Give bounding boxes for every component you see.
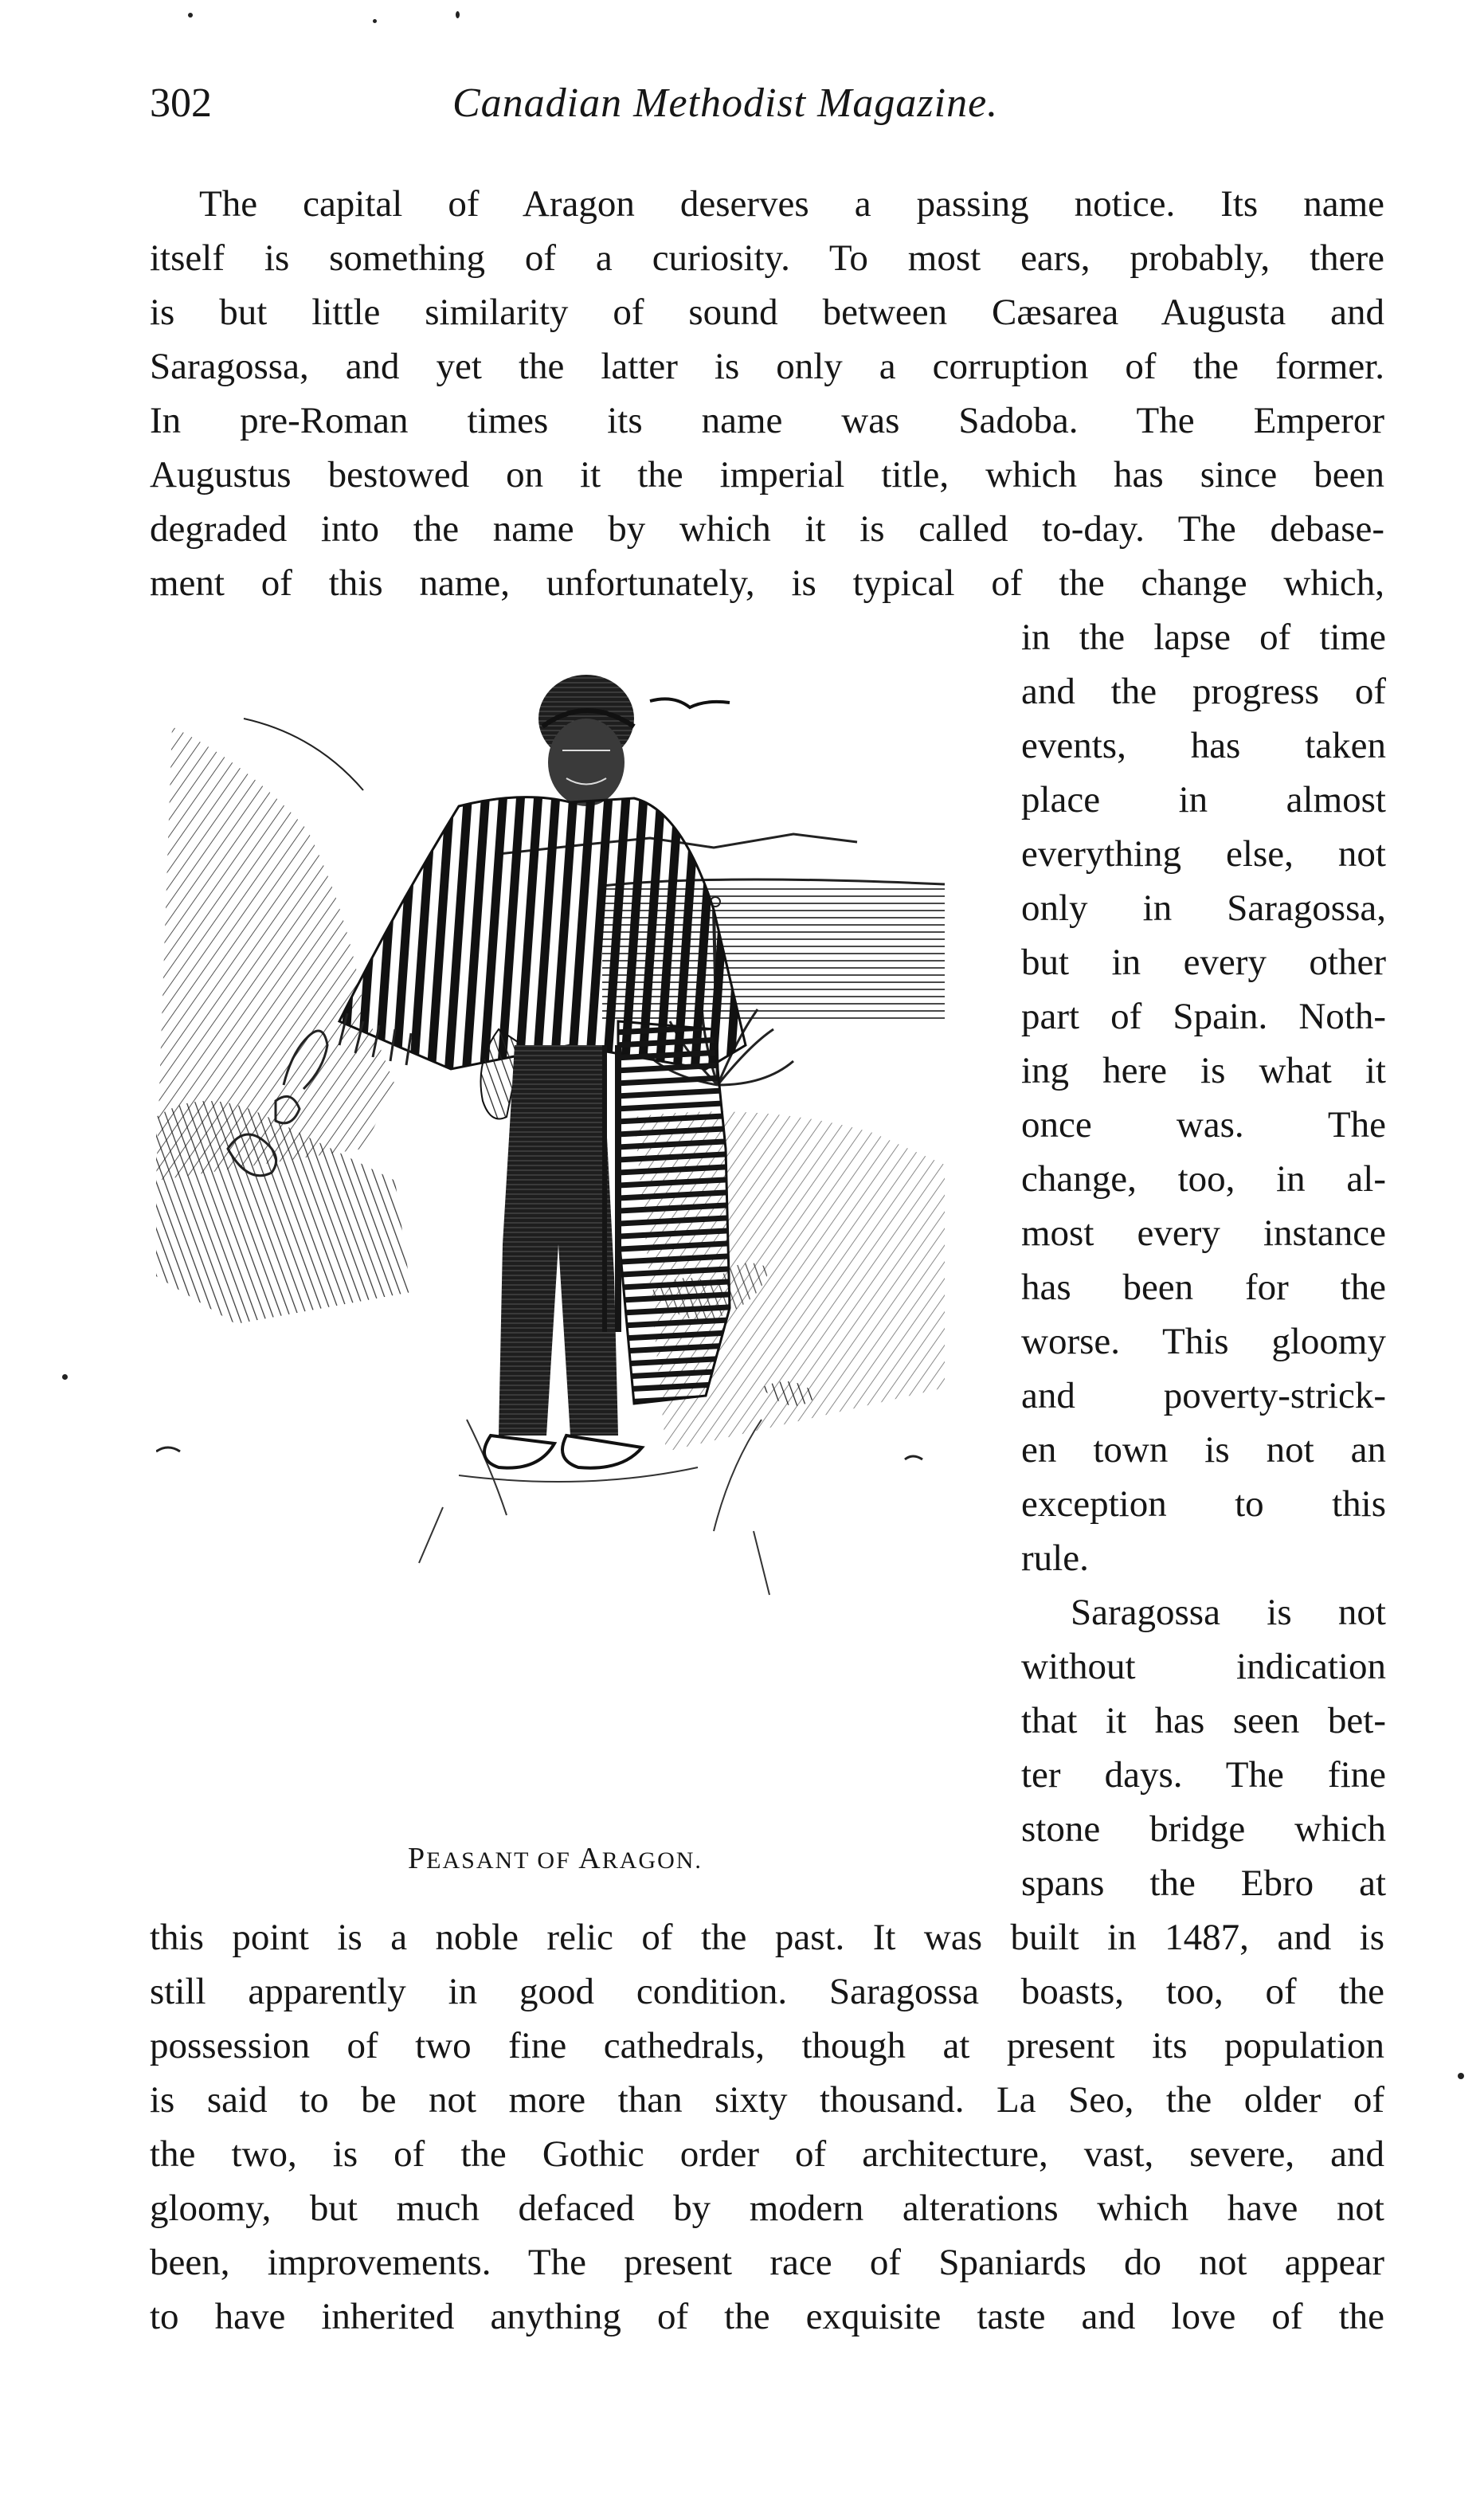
text-line: has been for the: [1021, 1267, 1386, 1308]
text-line: change, too, in al-: [1021, 1158, 1386, 1200]
text-line: The capital of Aragon deserves a passing notice. Its name: [199, 183, 1384, 225]
text-line: that it has seen bet-: [1021, 1700, 1386, 1741]
text-line: been, improvements. The present race of Spaniards do not appear: [150, 2242, 1384, 2283]
text-line: still apparently in good condition. Saragossa boasts, too, of the: [150, 1971, 1384, 2012]
text-line: is but little similarity of sound between Cæsarea Augusta and: [150, 292, 1384, 333]
text-line: Augustus bestowed on it the imperial title, which has since been: [150, 454, 1384, 496]
text-line: ter days. The fine: [1021, 1754, 1386, 1796]
text-line: events, has taken: [1021, 725, 1386, 766]
text-line: part of Spain. Noth-: [1021, 996, 1386, 1037]
text-line: this point is a noble relic of the past. It was built in 1487, and is: [150, 1917, 1384, 1958]
text-line: in the lapse of time: [1021, 617, 1386, 658]
text-line: without indication: [1021, 1646, 1386, 1687]
text-line: Saragossa, and yet the latter is only a corruption of the former.: [150, 346, 1384, 387]
text-line: stone bridge which: [1021, 1808, 1386, 1850]
caption-initial: A: [578, 1842, 602, 1875]
scan-speck: [188, 13, 193, 18]
text-line: exception to this: [1021, 1483, 1386, 1525]
text-line: gloomy, but much defaced by modern alterations which have not: [150, 2188, 1384, 2229]
text-line: In pre-Roman times its name was Sadoba. The Emperor: [150, 400, 1384, 441]
text-line: possession of two fine cathedrals, though at present its population: [150, 2025, 1384, 2066]
text-line: degraded into the name by which it is called to-day. The debase-: [150, 508, 1384, 550]
text-line: Saragossa is not: [1071, 1592, 1386, 1633]
running-header: [150, 80, 1392, 135]
text-line: and poverty-strick-: [1021, 1375, 1386, 1416]
text-line: once was. The: [1021, 1104, 1386, 1146]
text-line: is said to be not more than sixty thousand. La Seo, the older of: [150, 2079, 1384, 2121]
text-line: rule.: [1021, 1537, 1089, 1579]
page-number: 302: [150, 80, 212, 126]
text-line: and the progress of: [1021, 671, 1386, 712]
text-line: en town is not an: [1021, 1429, 1386, 1471]
text-line: itself is something of a curiosity. To most ears, probably, there: [150, 237, 1384, 279]
text-line: to have inherited anything of the exquisite taste and love of the: [150, 2296, 1384, 2337]
text-line: the two, is of the Gothic order of architecture, vast, severe, and: [150, 2133, 1384, 2175]
running-title: Canadian Methodist Magazine.: [452, 80, 999, 126]
text-line: worse. This gloomy: [1021, 1321, 1386, 1362]
text-line: ment of this name, unfortunately, is typical of the change which,: [150, 562, 1384, 604]
text-line: but in every other: [1021, 942, 1386, 983]
peasant-illustration: [156, 671, 981, 1655]
caption-initial: P: [408, 1842, 427, 1875]
scan-speck: [456, 11, 460, 18]
text-line: spans the Ebro at: [1021, 1863, 1386, 1904]
text-line: place in almost: [1021, 779, 1386, 821]
text-line: only in Saragossa,: [1021, 887, 1386, 929]
scan-speck: [62, 1374, 68, 1380]
figure-caption: [408, 1839, 703, 1878]
text-line: ing here is what it: [1021, 1050, 1386, 1091]
caption-text: RAGON.: [601, 1847, 703, 1874]
text-line: everything else, not: [1021, 833, 1386, 875]
scan-speck: [373, 19, 377, 23]
scan-speck: [1458, 2073, 1464, 2079]
text-line: most every instance: [1021, 1212, 1386, 1254]
caption-text: EASANT OF: [426, 1847, 579, 1874]
